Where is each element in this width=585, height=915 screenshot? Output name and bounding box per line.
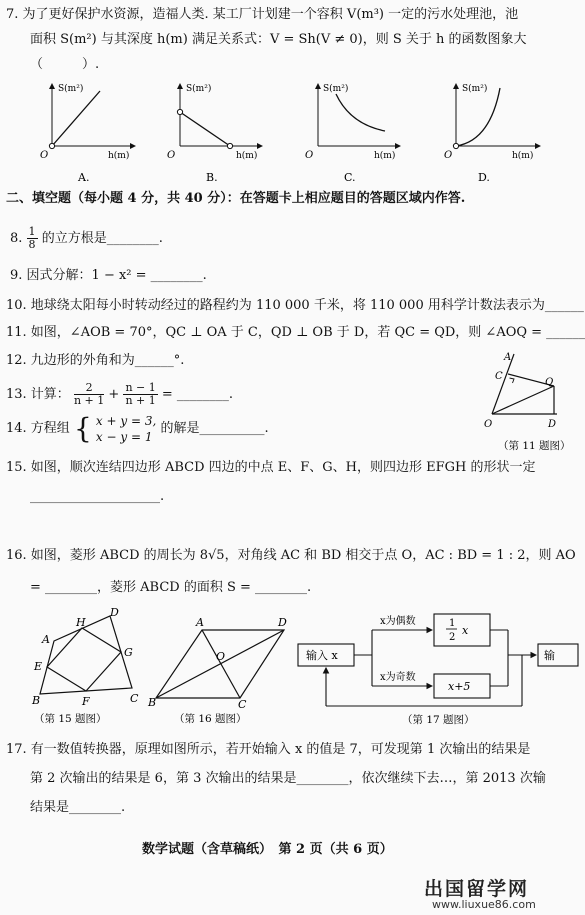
- svg-text:Q: Q: [545, 377, 554, 388]
- fig17-caption: （第 17 题图）: [402, 714, 475, 726]
- graph-d: [444, 83, 540, 184]
- svg-text:B: B: [32, 694, 41, 707]
- graph-a-xlabel: h(m): [108, 151, 130, 161]
- svg-text:C: C: [130, 692, 139, 705]
- q17-line2: 第 2 次输出的结果是 6，第 3 次输出的结果是________，依次继续下去…，第 2013 次输: [30, 771, 546, 786]
- graph-c-origin: O: [305, 150, 314, 161]
- q10: 10. 地球绕太阳每小时转动经过的路程约为 110 000 千米，将 110 000 用科学计数法表示为______: [6, 298, 584, 313]
- output-label: 输: [544, 649, 555, 662]
- fig15-caption: （第 15 题图）: [34, 713, 107, 725]
- q17-line3: 结果是________.: [30, 800, 126, 815]
- option-d: D.: [478, 171, 490, 184]
- graph-c: [305, 83, 400, 184]
- svg-text:H: H: [76, 616, 86, 629]
- q17-line1: 17. 有一数值转换器，原理如图所示，若开始输入 x 的值是 7，可发现第 1 次输出的结果是: [6, 742, 531, 757]
- fig15: [26, 606, 151, 726]
- fig11-caption: （第 11 题图）: [498, 440, 571, 452]
- svg-text:C: C: [238, 698, 247, 711]
- option-a: A.: [78, 171, 90, 184]
- q16-line1: 16. 如图，菱形 ABCD 的周长为 8√5，对角线 AC 和 BD 相交于点 O，AC : BD = 1 : 2，则 AO: [6, 548, 576, 563]
- svg-text:G: G: [124, 646, 133, 659]
- q12: 12. 九边形的外角和为______°.: [6, 353, 185, 368]
- q7-line2: 面积 S(m²) 与其深度 h(m) 满足关系式：V = Sh(V ≠ 0)，则 S 关于 h 的函数图象大: [30, 32, 527, 47]
- svg-text:x: x: [462, 624, 469, 637]
- graph-b-origin: O: [167, 150, 176, 161]
- graph-b: [167, 83, 262, 184]
- q7-line1: 7. 为了更好保护水资源，造福人类. 某工厂计划建一个容积 V(m³) 一定的污水处理池，池: [6, 7, 519, 22]
- fig16: [146, 606, 296, 726]
- fig17: [292, 606, 557, 726]
- graph-d-xlabel: h(m): [512, 151, 534, 161]
- svg-text:C: C: [495, 371, 503, 382]
- graph-a-ylabel: S(m²): [58, 84, 84, 94]
- graph-d-ylabel: S(m²): [462, 84, 488, 94]
- svg-text:D: D: [278, 616, 287, 629]
- q9: 9. 因式分解：1 − x² = ________.: [10, 268, 207, 283]
- q13: 13. 计算： $\frac{2}{n + 1}$ + $\frac{n - 1}{n + 1}$ = ________.: [6, 381, 234, 407]
- q7-line3: （ ）.: [30, 57, 100, 72]
- svg-text:A: A: [42, 633, 50, 646]
- svg-text:F: F: [82, 695, 90, 708]
- graph-a-origin: O: [40, 150, 49, 161]
- q15-line1: 15. 如图，顺次连结四边形 ABCD 四边的中点 E、F、G、H，则四边形 EFGH 的形状一定: [6, 460, 536, 475]
- watermark-title: 出国留学网: [424, 878, 530, 900]
- fig16-caption: （第 16 题图）: [174, 713, 247, 725]
- svg-text:x+5: x+5: [448, 680, 471, 693]
- svg-text:D: D: [548, 419, 557, 430]
- option-b: B.: [206, 171, 218, 184]
- q8: [10, 226, 163, 251]
- q8-num: 8.: [10, 231, 23, 246]
- option-c: C.: [344, 171, 356, 184]
- watermark-url: www.liuxue86.com: [432, 898, 536, 911]
- q11: 11. 如图，∠AOB = 70°，QC ⊥ OA 于 C，QD ⊥ OB 于 D，若 QC = QD，则 ∠AOQ = ______: [6, 325, 585, 340]
- q14-system: x + y = 3, x − y = 1: [95, 414, 157, 444]
- svg-text:2: 2: [449, 632, 456, 643]
- svg-text:1: 1: [449, 618, 456, 629]
- q14-brace: {: [73, 412, 92, 445]
- graph-a: [40, 83, 135, 184]
- svg-text:O: O: [216, 650, 226, 663]
- q15-line2: ____________________.: [30, 489, 165, 504]
- svg-text:B: B: [148, 696, 157, 709]
- q16-line2: = ________，菱形 ABCD 的面积 S = ________.: [30, 580, 312, 595]
- q8-text: 的立方根是________.: [41, 231, 163, 246]
- even-label: x为偶数: [380, 616, 416, 627]
- page-footer: 数学试题（含草稿纸） 第 2 页（共 6 页）: [142, 842, 393, 857]
- svg-text:D: D: [110, 606, 119, 619]
- svg-text:A: A: [196, 616, 204, 629]
- q8-fraction: $\frac{1}{8}$: [28, 225, 36, 251]
- input-label: 输入 x: [306, 649, 338, 662]
- svg-text:E: E: [34, 660, 43, 673]
- graph-b-ylabel: S(m²): [186, 84, 212, 94]
- fig11: [482, 352, 571, 452]
- graph-c-xlabel: h(m): [374, 151, 396, 161]
- odd-label: x为奇数: [380, 672, 416, 683]
- graph-c-ylabel: S(m²): [323, 84, 349, 94]
- q7-graphs: [0, 76, 554, 186]
- q13-fraction-1: $\frac{2}{n + 1}$: [73, 381, 105, 407]
- svg-text:O: O: [484, 419, 493, 430]
- graph-b-xlabel: h(m): [236, 151, 258, 161]
- graph-d-origin: O: [444, 150, 453, 161]
- section-2-heading: 二、填空题（每小题 4 分，共 40 分）：在答题卡上相应题目的答题区域内作答.: [6, 191, 466, 206]
- q14: 14. 方程组 { x + y = 3, x − y = 1 的解是__________.: [6, 412, 269, 445]
- svg-text:A: A: [504, 352, 512, 363]
- q13-fraction-2: $\frac{n - 1}{n + 1}$: [125, 381, 156, 407]
